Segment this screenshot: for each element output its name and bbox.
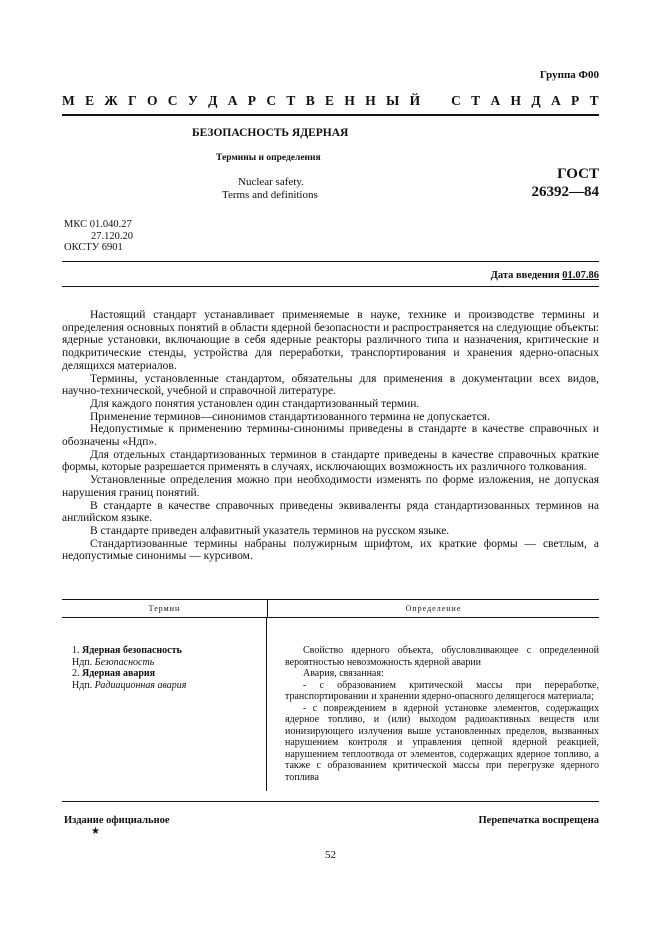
intro-paragraph: Термины, установленные стандартом, обязательны для применения в документации всех видов, научно-технической, учебной и справочной литературе. xyxy=(62,372,599,398)
intro-paragraph: Недопустимые к применению термины-синонимы приведены в стандарте в качестве справочных и обозначены «Ндп». xyxy=(62,423,599,449)
intro-paragraph: Применение терминов—синонимов стандартизованного термина не допускается. xyxy=(90,410,490,423)
group-label: Группа Ф00 xyxy=(539,69,599,81)
intro-paragraph: В стандарте в качестве справочных приведены эквиваленты ряда стандартизованных терминов на английском языке. xyxy=(62,499,599,525)
intro-paragraph: В стандарте приведен алфавитный указатель терминов на русском языке. xyxy=(90,524,450,537)
header-rule xyxy=(62,114,599,116)
definition-text: Свойство ядерного объекта, обусловливающее с определенной вероятностью невозможность ядерной аварии xyxy=(285,645,599,668)
intro-paragraph: Установленные определения можно при необходимости изменять по форме изложения, не допуская нарушения границ понятий. xyxy=(62,474,599,499)
column-header-definition: Определение xyxy=(405,604,462,613)
definition-text: - с повреждением в ядерной установке элементов, содержащих ядерное топливо, и (или) выходом радиоактивных веществ или ионизирующего излучения выше установленных пределов, вызванных нарушением контроля и управления цепной ядерной реакцией, нарушением теплоотвода от элементов, содержащих ядерное топливо, а также с образованием критической массы при перегрузке ядерного топлива xyxy=(285,702,599,783)
table-body xyxy=(62,618,599,791)
english-title-line1: Nuclear safety. xyxy=(238,176,304,188)
date-label: Дата введения xyxy=(490,270,560,281)
table-header xyxy=(62,599,599,618)
page-number: 52 xyxy=(325,849,336,861)
mks-code: МКС 01.040.27 xyxy=(64,219,132,230)
term-ndp: Ндп. Радиационная авария xyxy=(72,679,187,691)
standard-banner: М Е Ж Г О С У Д А Р С Т В Е Н Н Ы Й С Т А Н Д А Р Т xyxy=(62,93,599,108)
footer-rule xyxy=(62,801,599,802)
date-value: 01.07.86 xyxy=(562,270,599,281)
term-ndp: Ндп. Безопасность xyxy=(72,656,155,668)
terms-column xyxy=(62,618,267,791)
term-entry: 1. Ядерная безопасность xyxy=(72,645,182,656)
intro-text xyxy=(62,309,599,563)
terms-table xyxy=(62,599,599,791)
edition-label: Издание официальное xyxy=(64,815,170,826)
definition-text: - с образованием критической массы при переработке, транспортировании и хранении ядерно-опасного делящегося материала; xyxy=(285,679,599,702)
reprint-notice: Перепечатка воспрещена xyxy=(478,815,599,826)
divider-rule-2 xyxy=(62,286,599,287)
okstu-code: ОКСТУ 6901 xyxy=(64,242,123,253)
english-title-line2: Terms and definitions xyxy=(222,189,318,201)
gost-number: 26392—84 xyxy=(531,184,599,200)
document-title: БЕЗОПАСНОСТЬ ЯДЕРНАЯ xyxy=(192,127,349,139)
term-entry: 2. Ядерная авария xyxy=(72,668,156,679)
classification-codes xyxy=(64,219,133,254)
column-header-term: Термин xyxy=(62,600,268,617)
intro-paragraph: Для каждого понятия установлен один стандартизованный термин. xyxy=(90,397,420,410)
star-icon: ★ xyxy=(91,826,100,837)
document-subtitle: Термины и определения xyxy=(216,153,321,163)
gost-label: ГОСТ xyxy=(557,166,599,182)
intro-paragraph: Стандартизованные термины набраны полужирным шрифтом, их краткие формы — светлым, а недопустимые синонимы — курсивом. xyxy=(62,537,599,563)
intro-paragraph: Настоящий стандарт устанавливает применяемые в науке, технике и производстве термины и определения основных понятий в области ядерной безопасности и распространяется на следующие объекты: ядерные установки, включающие в себя ядерные реакторы различного типа и назначения, критические и подкритические стенды, устройства для переработки, транспортирования и хранения ядерно-опасных делящихся материалов. xyxy=(62,309,599,372)
gost-number-block xyxy=(532,165,600,201)
mks-code-2: 27.120.20 xyxy=(91,230,133,242)
divider-rule xyxy=(62,261,599,262)
effective-date xyxy=(491,270,599,281)
intro-paragraph: Для отдельных стандартизованных терминов в стандарте приведены в качестве справочных краткие формы, которые разрешается применять в случаях, исключающих возможность их различного толкования. xyxy=(62,448,599,474)
definition-text: Авария, связанная: xyxy=(303,668,384,679)
definitions-column xyxy=(267,618,599,791)
